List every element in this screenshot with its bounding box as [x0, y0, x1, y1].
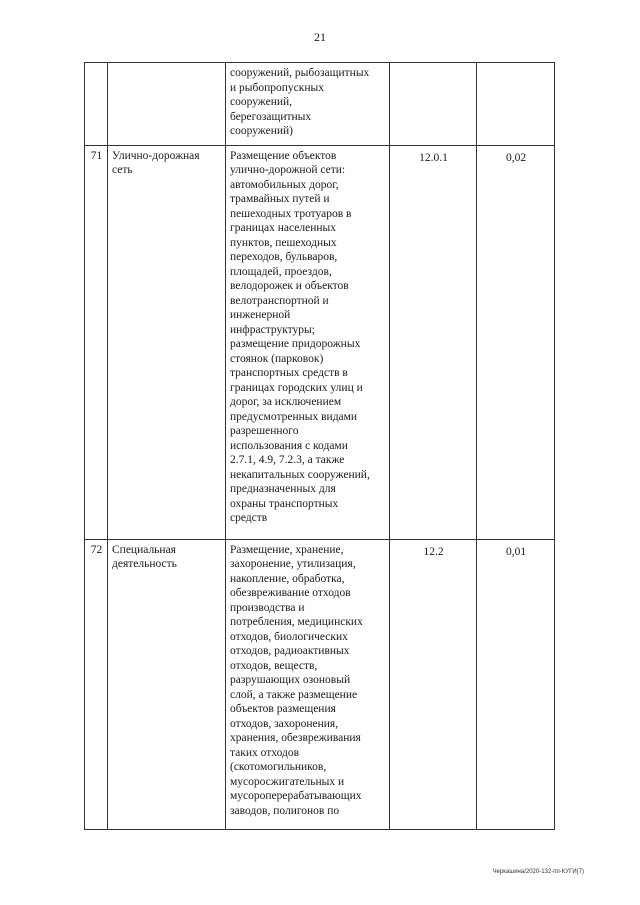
row-number: 72 — [85, 539, 108, 829]
use-value: 0,01 — [477, 539, 555, 829]
table-row — [85, 63, 555, 146]
use-description: Размещение, хранение, захоронение, утилизация, накопление, обработка, обезвреживание отходов производства и потребления, медицинских отходов, биологических отходов, радиоактивных отходов, веществ, разрушающих озоновый слой, а также размещение объектов размещения отходов, захоронения, хранения, обезвреживания таких отходов (скотомогильников, мусоросжигательных и мусороперерабатывающих заводов, полигонов по — [226, 539, 390, 829]
row-number — [85, 63, 108, 146]
use-description: сооружений, рыбозащитных и рыбопропускных сооружений, берегозащитных сооружений) — [226, 63, 390, 146]
table-row — [85, 145, 555, 539]
use-code — [390, 63, 477, 146]
use-value — [477, 63, 555, 146]
use-code: 12.0.1 — [390, 145, 477, 539]
use-name — [108, 63, 226, 146]
table-row — [85, 539, 555, 829]
use-description: Размещение объектов улично-дорожной сети: автомобильных дорог, трамвайных путей и пешеходных тротуаров в границах населенных пунктов, пешеходных переходов, бульваров, площадей, проездов, велодорожек и объектов велотранспортной и инженерной инфраструктуры; размещение придорожных стоянок (парковок) транспортных средств в границах городских улиц и дорог, за исключением предусмотренных видами разрешенного использования с кодами 2.7.1, 4.9, 7.2.3, а также некапитальных сооружений, предназначенных для охраны транспортных средств — [226, 145, 390, 539]
use-code: 12.2 — [390, 539, 477, 829]
document-reference: Черкашина/2020-132-пп-КУГИ(7) — [492, 869, 584, 875]
use-name: Улично-дорожная сеть — [108, 145, 226, 539]
row-number: 71 — [85, 145, 108, 539]
page-number: 21 — [314, 30, 326, 44]
use-name: Специальная деятельность — [108, 539, 226, 829]
land-use-table — [84, 62, 555, 830]
use-value: 0,02 — [477, 145, 555, 539]
